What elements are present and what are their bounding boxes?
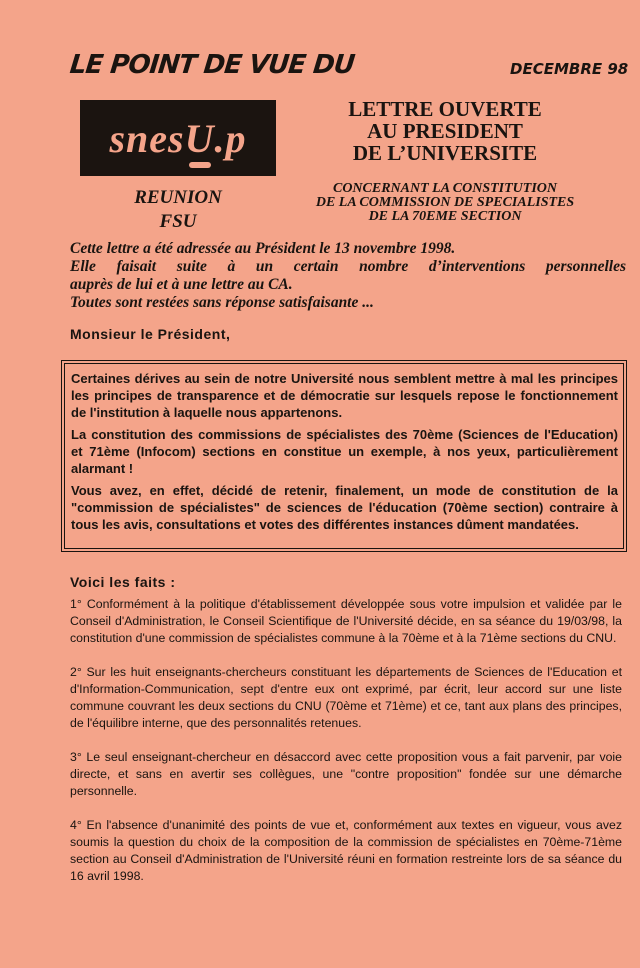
letter-heading-line: LETTRE OUVERTE <box>348 97 542 121</box>
intro-line: Toutes sont restées sans réponse satisfaisante ... <box>70 294 374 311</box>
fact-paragraph: 1° Conformément à la politique d'établissement développée sous votre impulsion et validée par le Conseil d'Administration, le Conseil Scientifique de l'Université décide, en sa séance du 19/03/98, la constitution d'une commission de spécialistes commune à la 70ème et à la 71ème sections du CNU. <box>70 597 622 645</box>
framed-statement <box>64 363 624 549</box>
header-date: DECEMBRE 98 <box>510 60 629 78</box>
letter-heading-line: AU PRESIDENT <box>367 119 523 143</box>
concerning-line: CONCERNANT LA CONSTITUTION <box>332 181 558 196</box>
statement-paragraph: Certaines dérives au sein de notre Université nous semblent mettre à mal les principes les principes de transparence et de démocratie sur lesquels repose le fonctionnement de l'institution à laquelle nous appartenons. <box>71 371 618 420</box>
fact-paragraph: 2° Sur les huit enseignants-chercheurs constituant les départements de Sciences de l'Education et d'Information-Communication, sept d'entre eux ont exprimé, par écrit, leur accord sur une liste commune couvrant les deux sections du CNU (70ème et 71ème) et ce, tant aux plans des principes, de l'équilibre interne, que des personnalités retenues. <box>70 665 622 730</box>
intro-line: Elle faisait suite à un certain nombre d’interventions personnelles <box>70 258 626 275</box>
intro-line: Cette lettre a été adressée au Président le 13 novembre 1998. <box>70 240 456 257</box>
concerning-line: DE LA COMMISSION DE SPECIALISTES <box>315 195 575 210</box>
statement-paragraph: Vous avez, en effet, décidé de retenir, finalement, un mode de constitution de la "commission de spécialistes" de sciences de l'éducation (70ème section) contraire à tous les avis, consultations et votes des différentes instances dûment mandatées. <box>71 483 618 532</box>
salutation: Monsieur le Président, <box>70 326 231 342</box>
concerning-subtitle <box>305 182 585 224</box>
fsu-label: FSU <box>159 211 197 232</box>
intro-text <box>70 240 626 312</box>
facts-heading: Voici les faits : <box>70 574 176 590</box>
header-title: LE POINT DE VUE DU <box>68 50 356 80</box>
fact-paragraph: 4° En l'absence d'unanimité des points de vue et, conformément aux textes en vigueur, vous avez soumis la question du choix de la composition de la commission de spécialistes en 70ème-71ème section au Conseil d'Administration de l'Université réuni en formation restreinte lors de sa séance du 16 avril 1998. <box>70 818 622 883</box>
concerning-line: DE LA 70EME SECTION <box>368 209 522 224</box>
intro-line: auprès de lui et à une lettre au CA. <box>70 276 293 293</box>
reunion-label: REUNION <box>134 187 222 208</box>
facts-list <box>70 596 622 902</box>
logo-text: snesU.p <box>109 115 247 161</box>
letter-heading-line: DE L’UNIVERSITE <box>352 141 538 165</box>
snesup-logo <box>80 100 276 176</box>
letter-heading <box>330 98 560 164</box>
fact-paragraph: 3° Le seul enseignant-chercheur en désaccord avec cette proposition vous a fait parvenir, par voie directe, et sans en avertir ses collègues, une "contre proposition" fondée sur une démarche personnelle. <box>70 750 622 798</box>
statement-paragraph: La constitution des commissions de spécialistes des 70ème (Sciences de l'Education) et 71ème (Infocom) sections en constitue un exemple, à nos yeux, particulièrement alarmant ! <box>71 427 618 476</box>
